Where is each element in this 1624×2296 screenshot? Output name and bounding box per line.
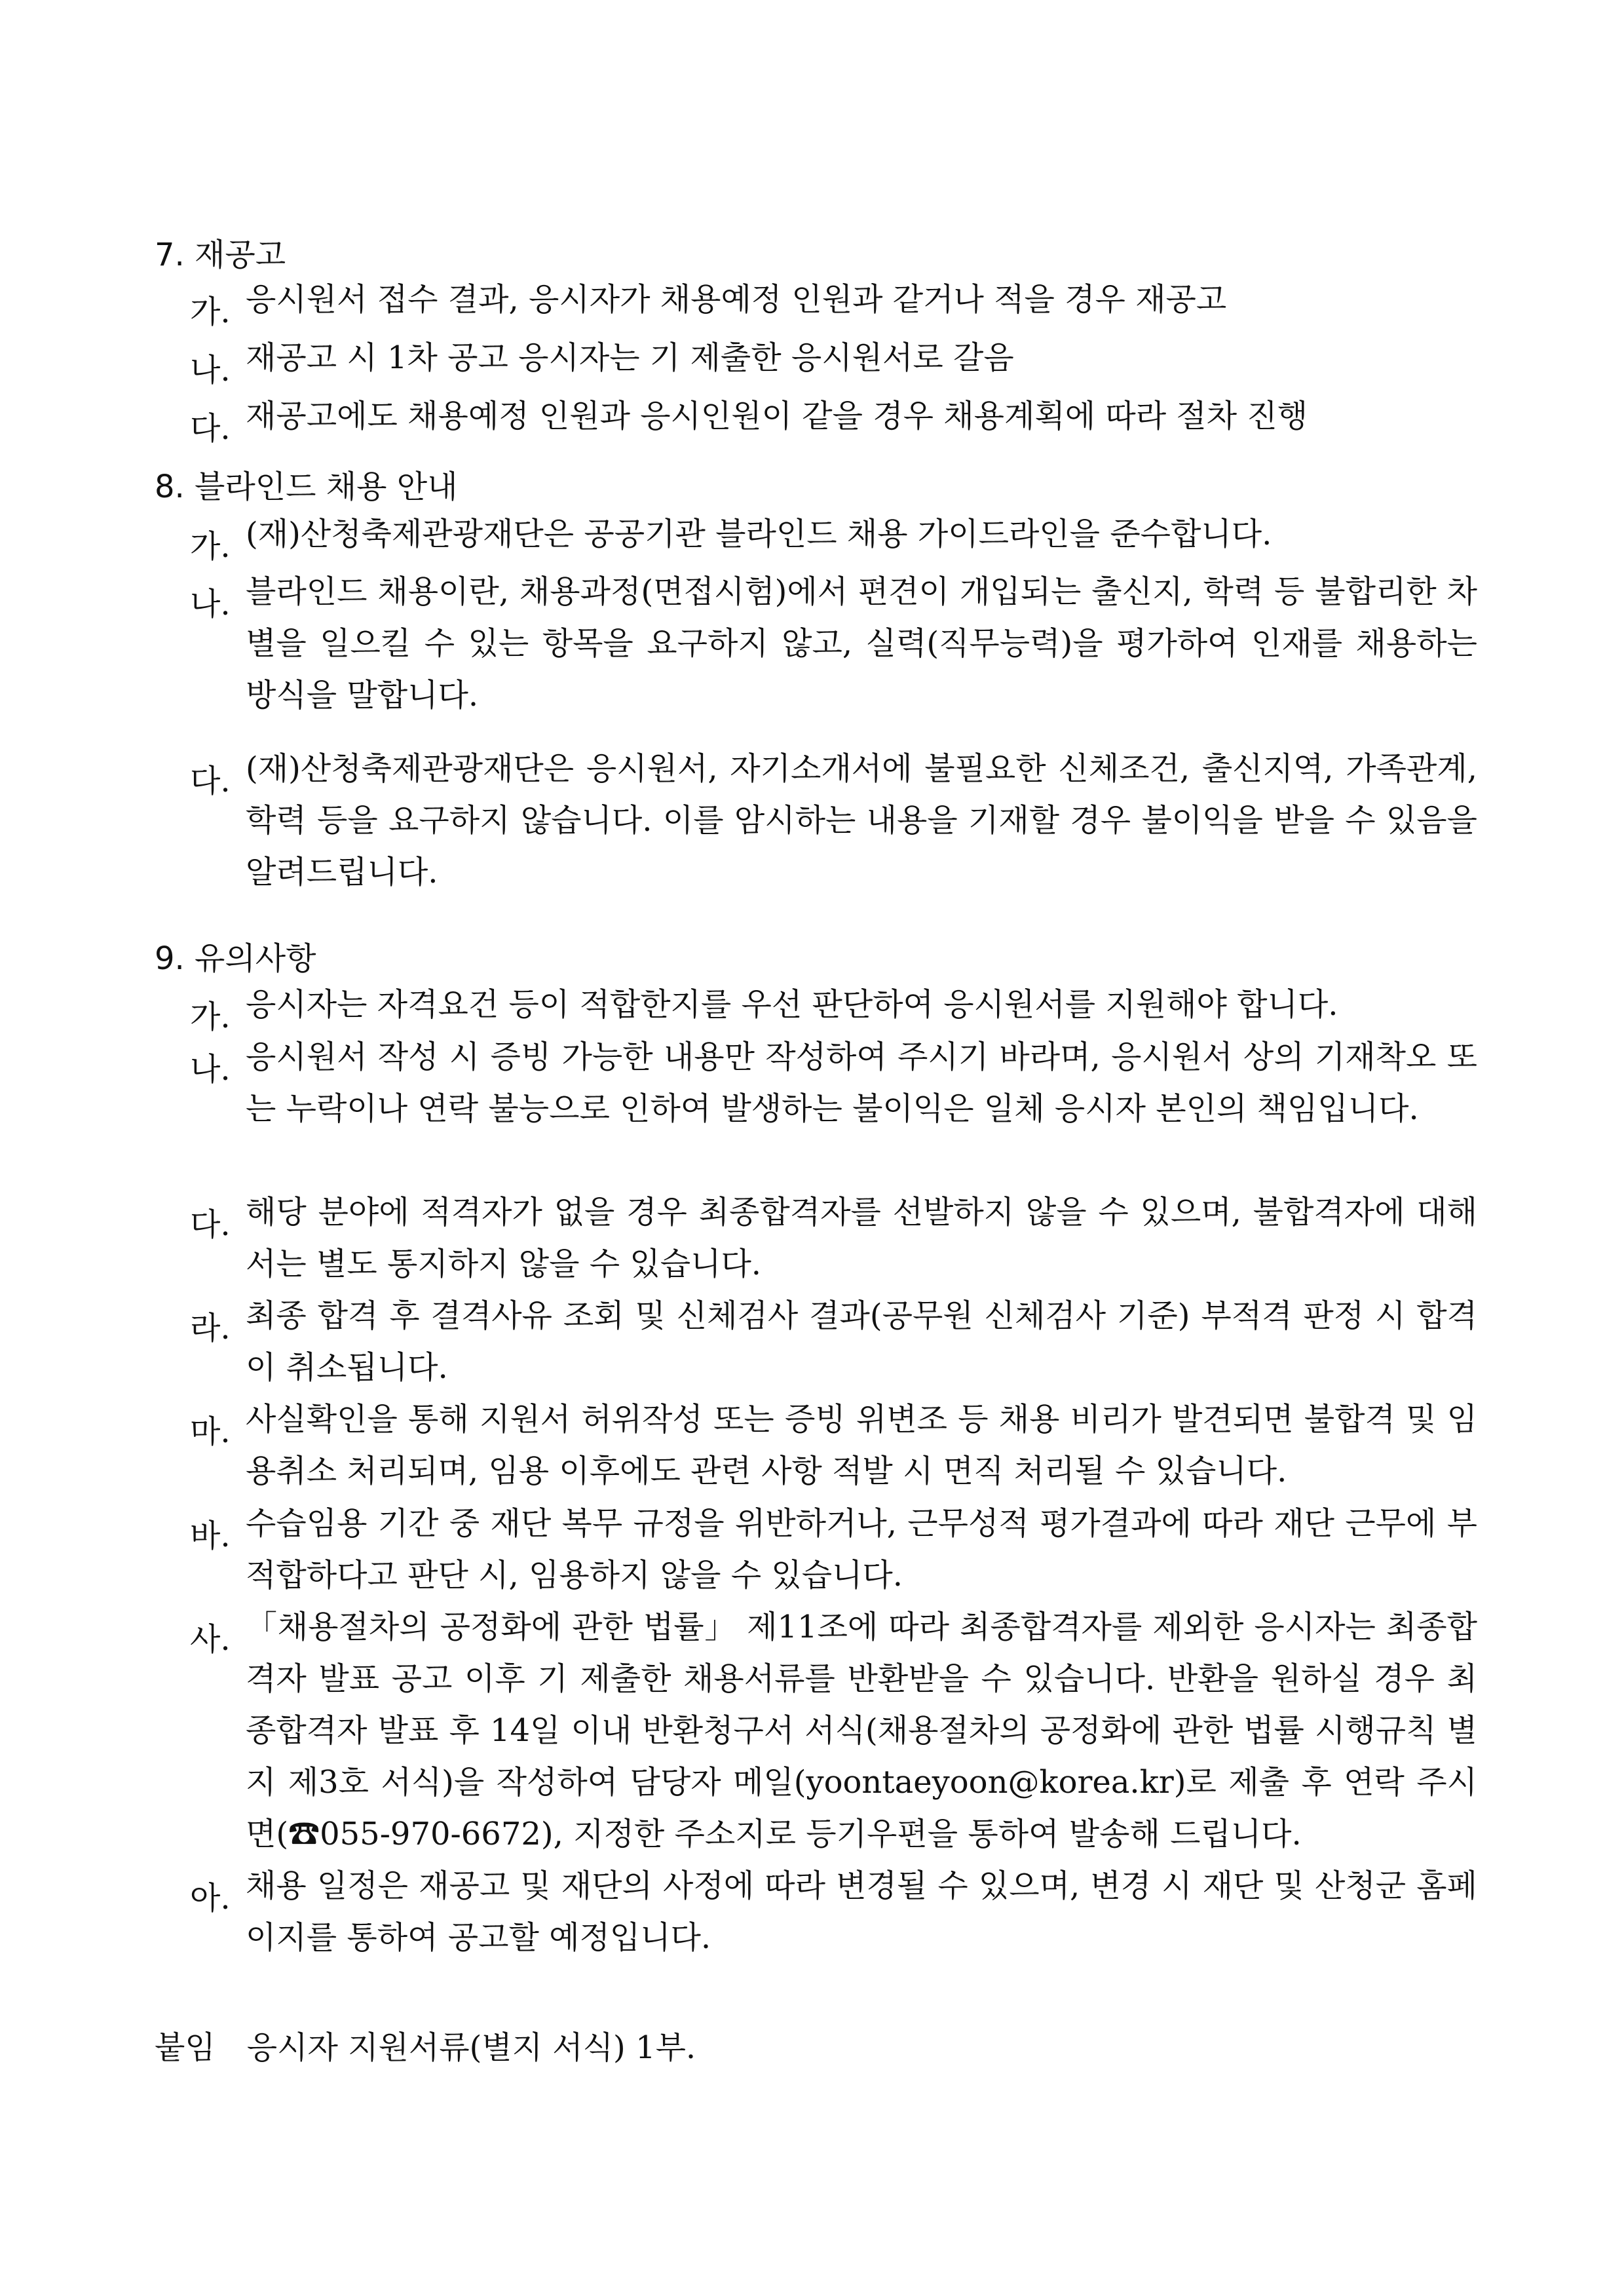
item-text: (재)산청축제관광재단은 공공기관 블라인드 채용 가이드라인을 준수합니다.	[246, 516, 1272, 552]
item-marker: 마.	[190, 1413, 231, 1450]
item-text: (재)산청축제관광재단은 응시원서, 자기소개서에 불필요한 신체조건, 출신지역, 가족관계, 학력 등을 요구하지 않습니다. 이를 암시하는 내용을 기재할 경우 불이익을 받을 수 있음을 알려드립니다.	[246, 750, 1477, 890]
item-text: 재공고 시 1차 공고 응시자는 기 제출한 응시원서로 갈음	[246, 339, 1014, 376]
section-heading-blind-hiring: 8. 블라인드 채용 안내	[155, 469, 458, 505]
item-marker: 다.	[190, 763, 231, 799]
item-text: 「채용절차의 공정화에 관한 법률」 제11조에 따라 최종합격자를 제외한 응시자는 최종합격자 발표 공고 이후 기 제출한 채용서류를 반환받을 수 있습니다. 반환을 원하실 경우 최종합격자 발표 후 14일 이내 반환청구서 서식(채용절차의 공정화에 관한 법률 시행규칙 별지 제3호 서식)을 작성하여 담당자 메일(yoontaeyoon@korea.kr)로 제출 후 연락 주시면(☎055-970-6672), 지정한 주소지로 등기우편을 통하여 발송해 드립니다.	[246, 1609, 1477, 1852]
item-marker: 바.	[190, 1518, 231, 1554]
item-marker: 사.	[190, 1621, 231, 1658]
item-marker: 나.	[190, 352, 231, 389]
item-marker: 가.	[190, 294, 231, 330]
attachment-label: 붙임	[155, 2029, 216, 2066]
item-text: 재공고에도 채용예정 인원과 응시인원이 같을 경우 채용계획에 따라 절차 진행	[246, 398, 1308, 434]
item-text: 응시자는 자격요건 등이 적합한지를 우선 판단하여 응시원서를 지원해야 합니다.	[246, 986, 1338, 1023]
item-text: 수습임용 기간 중 재단 복무 규정을 위반하거나, 근무성적 평가결과에 따라 재단 근무에 부적합하다고 판단 시, 임용하지 않을 수 있습니다.	[246, 1505, 1477, 1594]
item-marker: 아.	[190, 1880, 231, 1917]
item-text: 최종 합격 후 결격사유 조회 및 신체검사 결과(공무원 신체검사 기준) 부적격 판정 시 합격이 취소됩니다.	[246, 1297, 1477, 1386]
section-heading-precautions: 9. 유의사항	[155, 940, 316, 977]
item-marker: 라.	[190, 1310, 231, 1347]
item-marker: 나.	[190, 1051, 231, 1088]
item-text: 해당 분야에 적격자가 없을 경우 최종합격자를 선발하지 않을 수 있으며, 불합격자에 대해서는 별도 통지하지 않을 수 있습니다.	[246, 1194, 1477, 1282]
item-marker: 다.	[190, 1206, 231, 1243]
attachment-text: 응시자 지원서류(별지 서식) 1부.	[246, 2029, 696, 2066]
item-text: 응시원서 접수 결과, 응시자가 채용예정 인원과 같거나 적을 경우 재공고	[246, 281, 1227, 318]
item-marker: 가.	[190, 528, 231, 565]
attachment-line	[155, 2022, 696, 2067]
item-marker: 다.	[190, 410, 231, 447]
item-text: 사실확인을 통해 지원서 허위작성 또는 증빙 위변조 등 채용 비리가 발견되면 불합격 및 임용취소 처리되며, 임용 이후에도 관련 사항 적발 시 면직 처리될 수 있습니다.	[246, 1401, 1477, 1489]
item-text: 응시원서 작성 시 증빙 가능한 내용만 작성하여 주시기 바라며, 응시원서 상의 기재착오 또는 누락이나 연락 불능으로 인하여 발생하는 불이익은 일체 응시자 본인의 책임입니다.	[246, 1039, 1477, 1127]
item-marker: 가.	[190, 999, 231, 1035]
item-text: 블라인드 채용이란, 채용과정(면접시험)에서 편견이 개입되는 출신지, 학력 등 불합리한 차별을 일으킬 수 있는 항목을 요구하지 않고, 실력(직무능력)을 평가하여 인재를 채용하는 방식을 말합니다.	[246, 573, 1477, 714]
section-heading-reannouncement: 7. 재공고	[155, 237, 286, 273]
item-text: 채용 일정은 재공고 및 재단의 사정에 따라 변경될 수 있으며, 변경 시 재단 및 산청군 홈페이지를 통하여 공고할 예정입니다.	[246, 1867, 1477, 1956]
item-marker: 나.	[190, 586, 231, 622]
